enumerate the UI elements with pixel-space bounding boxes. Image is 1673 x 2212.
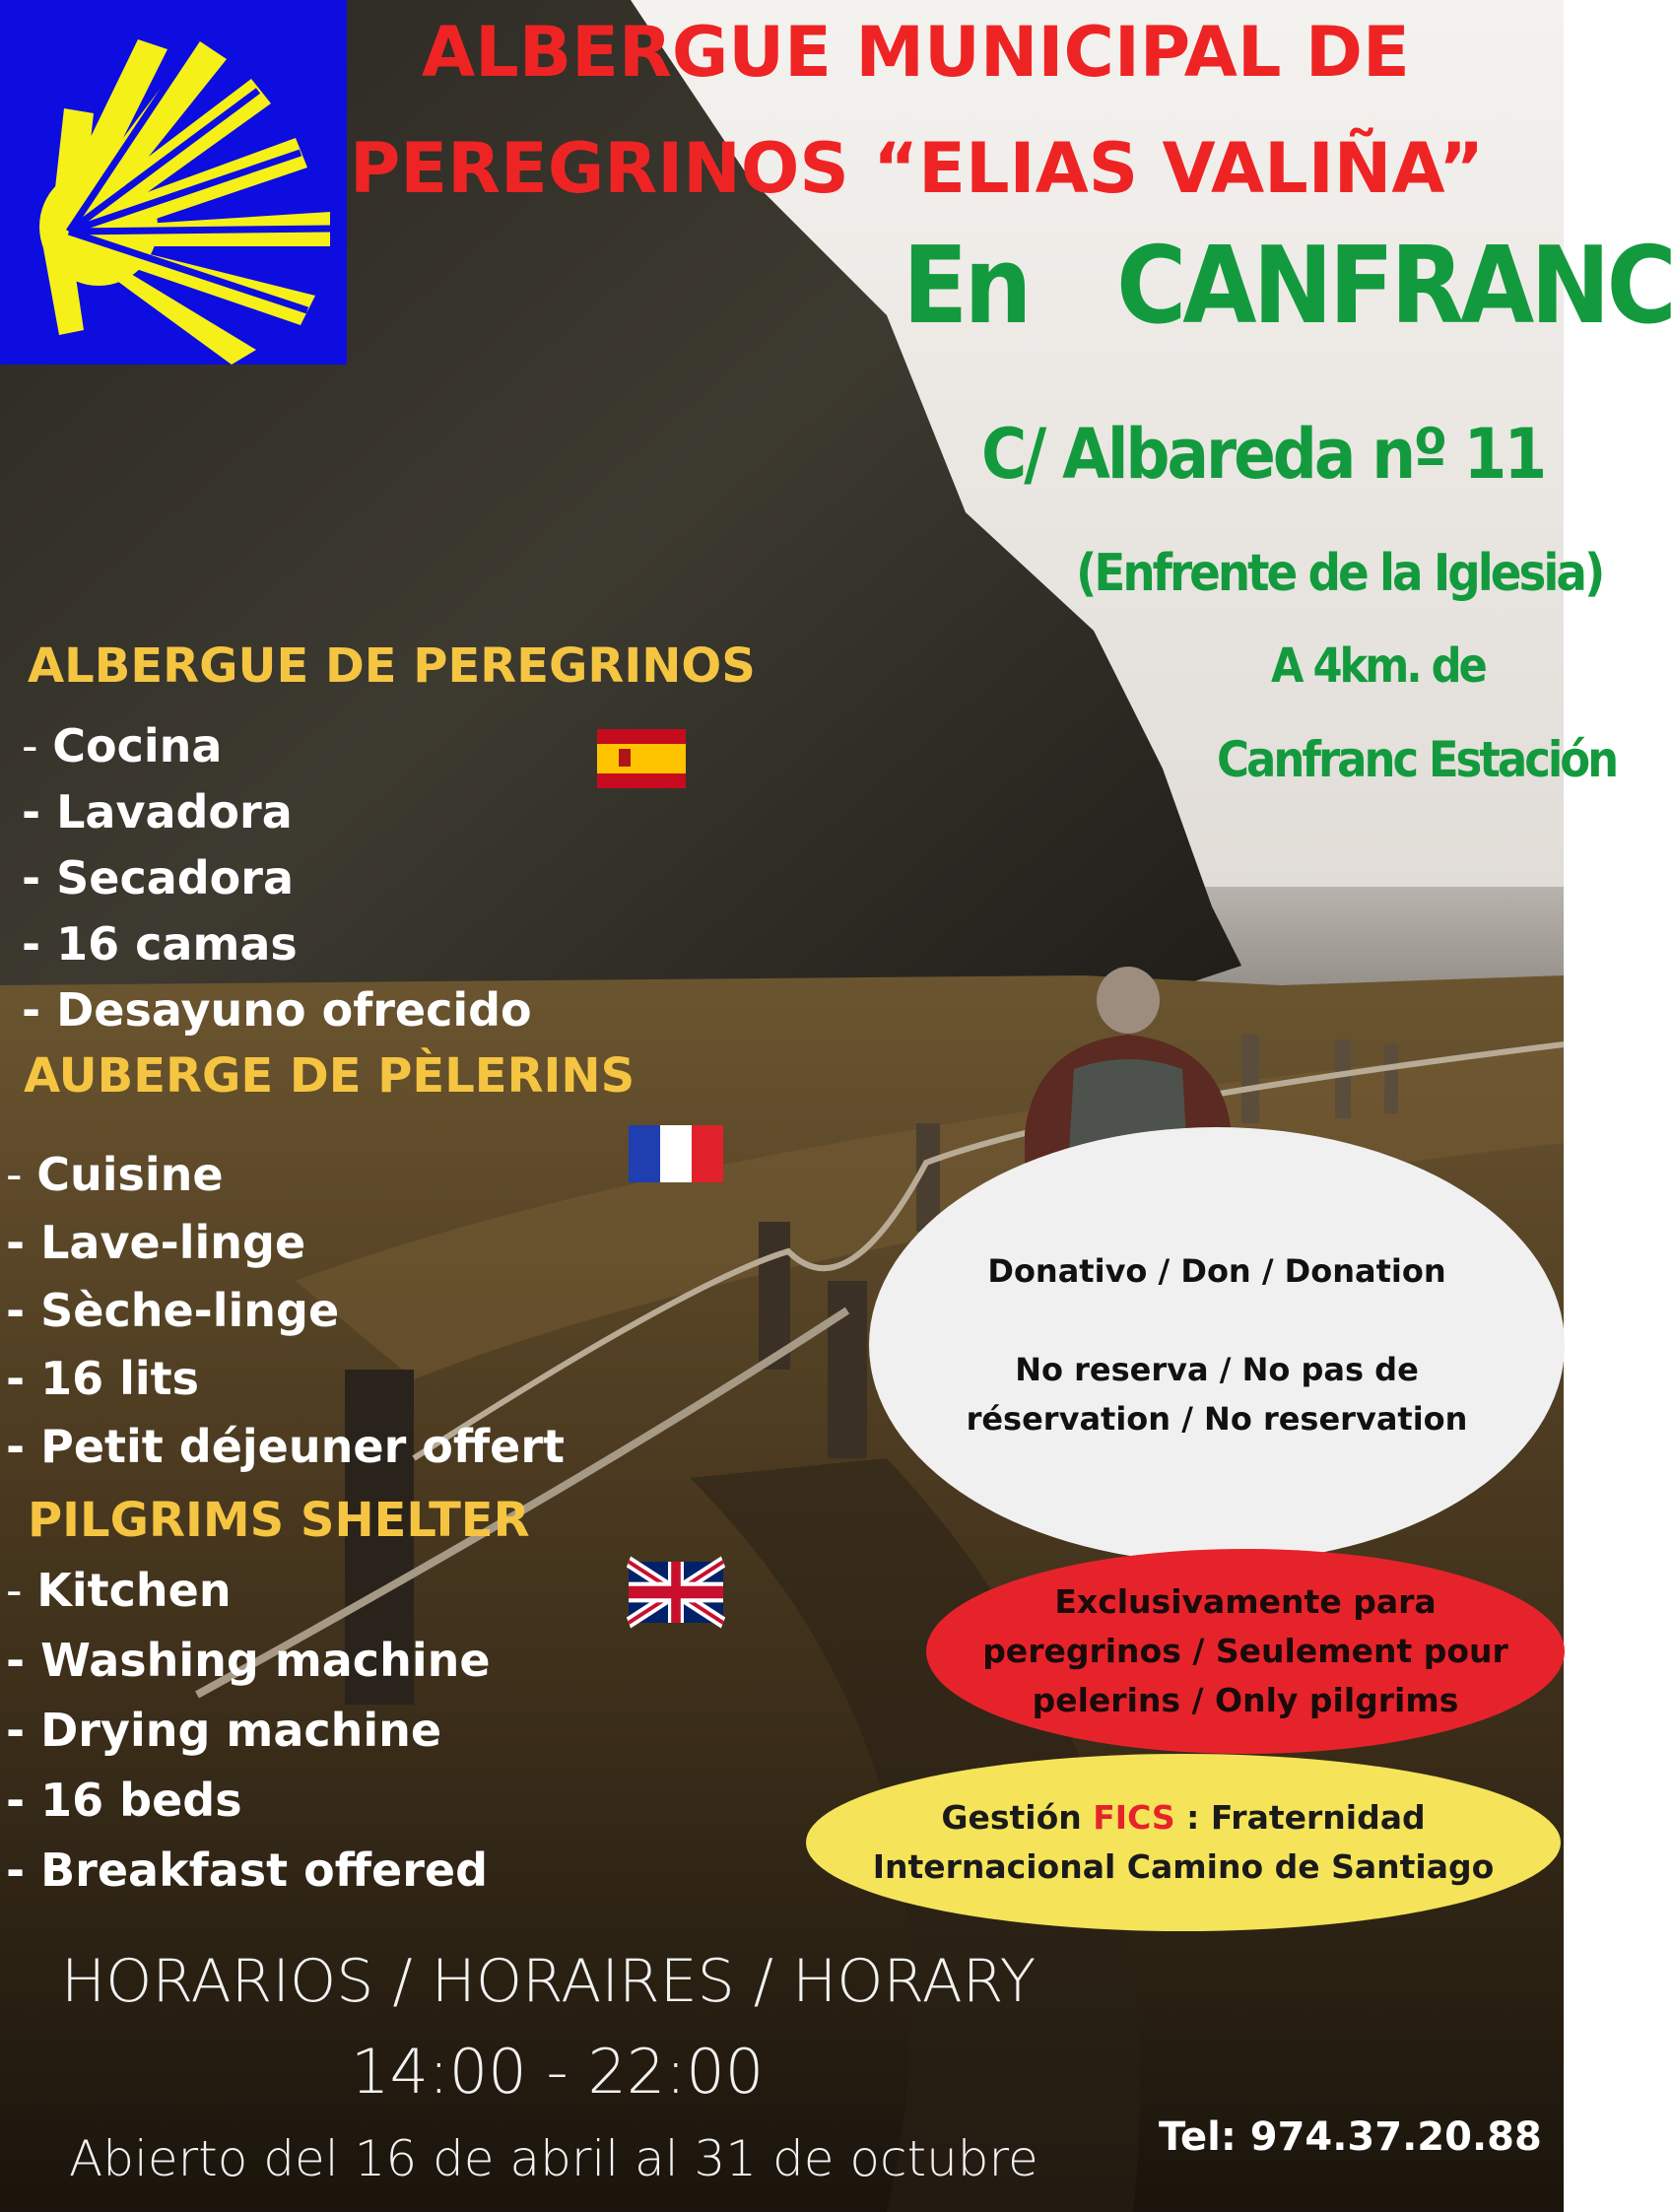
reservation-text-1: No reserva / No pas de	[1015, 1351, 1419, 1388]
list-item: - Drying machine	[6, 1704, 442, 1757]
title-line-2: PEREGRINOS “ELIAS VALIÑA”	[350, 128, 1485, 209]
distance-line-2: Canfranc Estación	[1217, 731, 1617, 788]
fics-label: FICS	[1093, 1798, 1175, 1837]
list-item: - Petit déjeuner offert	[6, 1420, 566, 1473]
exclusive-text-3: pelerins / Only pilgrims	[1032, 1681, 1459, 1719]
hours-title: HORARIOS / HORAIRES / HORARY	[61, 1947, 1037, 2016]
title-line-1: ALBERGUE MUNICIPAL DE	[422, 12, 1410, 93]
section-heading-spanish: ALBERGUE DE PEREGRINOS	[28, 638, 756, 694]
distance-line-1: A 4km. de	[1271, 638, 1485, 694]
section-heading-french: AUBERGE DE PÈLERINS	[24, 1048, 636, 1104]
address: C/ Albareda nº 11	[981, 414, 1545, 495]
list-item: - Secadora	[22, 851, 295, 905]
management-bubble	[806, 1754, 1561, 1931]
exclusive-text-2: peregrinos / Seulement pour	[982, 1632, 1508, 1670]
list-item: - Lavadora	[22, 785, 293, 838]
town-name: En CANFRANC	[903, 225, 1673, 348]
list-item: - Desayuno ofrecido	[22, 983, 532, 1037]
list-item: - Cuisine	[6, 1148, 224, 1201]
uk-flag-icon	[629, 1562, 723, 1623]
list-item: - Kitchen	[6, 1564, 232, 1617]
phone-number: Tel: 974.37.20.88	[1159, 2114, 1542, 2160]
exclusive-text-1: Exclusivamente para	[1054, 1582, 1437, 1621]
landmark: (Enfrente de la Iglesia)	[1076, 544, 1603, 603]
list-item: - Breakfast offered	[6, 1843, 488, 1897]
list-item: - 16 lits	[6, 1352, 200, 1405]
list-item: - 16 camas	[22, 917, 298, 971]
list-item: - Sèche-linge	[6, 1284, 340, 1337]
management-text-2: Internacional Camino de Santiago	[872, 1847, 1495, 1886]
management-text-1: Gestión FICS : Fraternidad	[941, 1798, 1426, 1837]
list-item: - 16 beds	[6, 1774, 242, 1827]
list-item: - Lave-linge	[6, 1216, 306, 1269]
exclusive-bubble	[926, 1549, 1565, 1754]
logo	[0, 0, 347, 365]
spain-flag-icon	[597, 729, 686, 788]
list-item: - Washing machine	[6, 1634, 491, 1687]
donation-bubble	[869, 1127, 1565, 1563]
section-heading-english: PILGRIMS SHELTER	[28, 1493, 530, 1548]
season-dates: Abierto del 16 de abril al 31 de octubre	[69, 2130, 1038, 2187]
france-flag-icon	[629, 1125, 723, 1182]
scallop-shell-icon	[0, 0, 347, 365]
reservation-text-2: réservation / No reservation	[966, 1400, 1468, 1438]
hours: 14:00 - 22:00	[351, 2036, 765, 2108]
list-item: - Cocina	[22, 719, 223, 772]
donation-text: Donativo / Don / Donation	[987, 1252, 1446, 1290]
